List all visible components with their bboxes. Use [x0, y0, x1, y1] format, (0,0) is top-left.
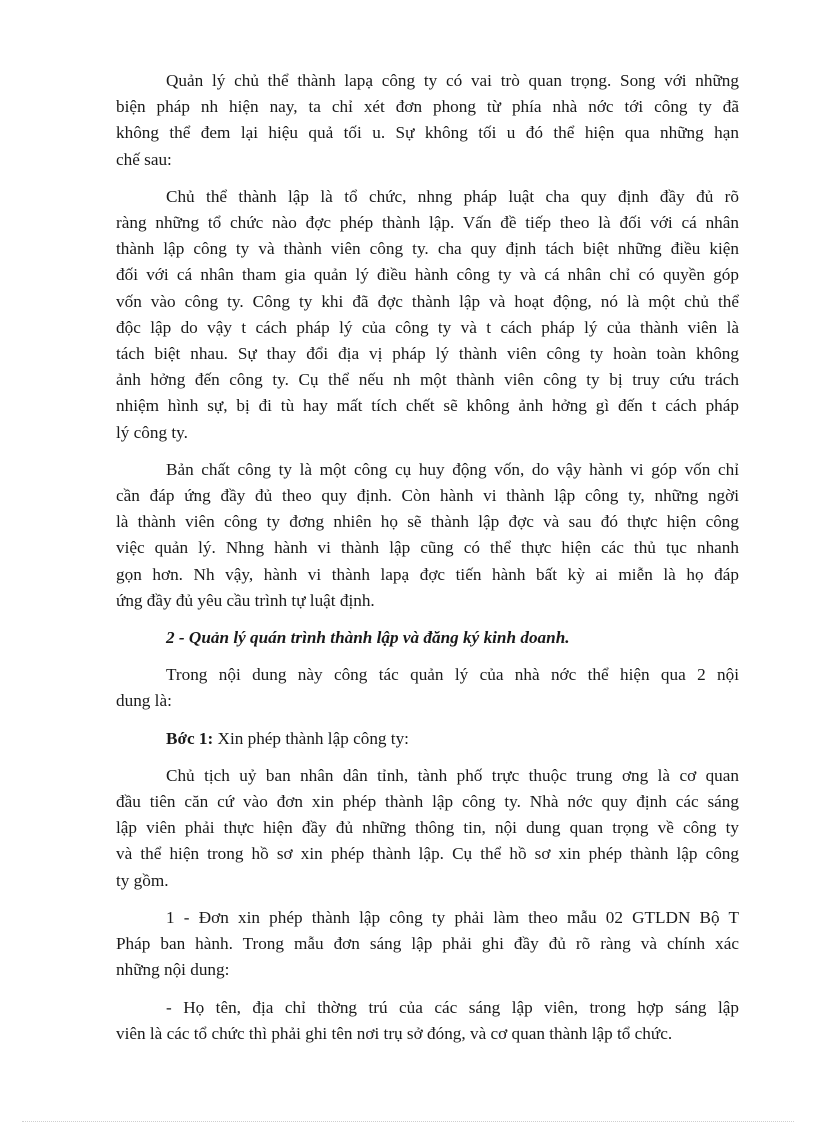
text-line: Pháp ban hành. Trong mẫu đơn sáng lập phải ghi đầy đủ rõ ràng và chính xác [116, 934, 739, 954]
step-text: Xin phép thành lập công ty: [213, 728, 409, 748]
text-line: đầu tiên căn cứ vào đơn xin phép thành lập công ty. Nhà nớc quy định các sáng [116, 792, 739, 812]
paragraph-7 [116, 995, 739, 1047]
text-line: ràng những tổ chức nào đợc phép thành lập. Vấn đề tiếp theo là đối với cá nhân [116, 213, 739, 233]
text-line: việc quản lý. Nhng hành vi thành lập cũng có thể thực hiện các thủ tục nhanh [116, 538, 739, 558]
section-heading-container [116, 625, 739, 651]
text-line: cần đáp ứng đầy đủ theo quy định. Còn hành vi thành lập công ty, những ngời [116, 486, 739, 506]
step-line [116, 726, 739, 752]
paragraph-1 [116, 68, 739, 173]
step-1 [116, 726, 739, 752]
paragraph-5 [116, 763, 739, 894]
text-line: Bản chất công ty là một công cụ huy động vốn, do vậy hành vi góp vốn chỉ [166, 459, 739, 479]
text-line: ảnh hởng đến công ty. Cụ thể nếu nh một thành viên công ty bị truy cứu trách [116, 370, 739, 390]
step-label: Bớc 1: [166, 728, 214, 748]
paragraph-3 [116, 457, 739, 614]
document-page [116, 68, 739, 1058]
text-line: đối với cá nhân tham gia quản lý điều hành công ty và cá nhân chỉ có quyền góp [116, 265, 739, 285]
paragraph-4 [116, 662, 739, 714]
text-line: dung là: [116, 691, 172, 711]
paragraph-6 [116, 905, 739, 984]
section-heading: 2 - Quản lý quán trình thành lập và đăng ký kinh doanh. [166, 628, 570, 648]
text-line: là thành viên công ty đơng nhiên họ sẽ thành lập đợc và sau đó thực hiện công [116, 512, 739, 532]
text-line: độc lập do vậy t cách pháp lý của công ty và t cách pháp lý của thành viên là [116, 317, 739, 337]
text-line: lý công ty. [116, 422, 188, 442]
text-line: những nội dung: [116, 960, 230, 980]
text-line: viên là các tổ chức thì phải ghi tên nơi trụ sở đóng, và cơ quan thành lập tổ chức. [116, 1023, 673, 1043]
text-line: 1 - Đơn xin phép thành lập công ty phải làm theo mẫu 02 GTLDN Bộ T [166, 907, 739, 927]
text-line: Quản lý chủ thể thành lapạ công ty có vai trò quan trọng. Song với những [166, 71, 739, 90]
text-line: ty gồm. [116, 870, 169, 890]
paragraph-2 [116, 184, 739, 446]
text-line: - Họ tên, địa chỉ thờng trú của các sáng lập viên, trong hợp sáng lập [166, 997, 739, 1017]
text-line: Chủ thể thành lập là tổ chức, nhng pháp luật cha quy định đầy đủ rõ [166, 186, 739, 206]
text-line: nhiệm hình sự, bị đi tù hay mất tích chết sẽ không ảnh hởng gì đến t cách pháp [116, 396, 739, 416]
text-line: thành lập công ty và thành viên công ty. cha quy định tách biệt những điều kiện [116, 239, 739, 259]
text-line: biện pháp nh hiện nay, ta chỉ xét đơn phong từ phía nhà nớc tới công ty đã [116, 97, 739, 117]
page-bottom-divider [22, 1121, 794, 1122]
text-line: chế sau: [116, 149, 172, 169]
text-line: ứng đầy đủ yêu cầu trình tự luật định. [116, 590, 375, 610]
text-line: Trong nội dung này công tác quản lý của nhà nớc thể hiện qua 2 nội [166, 665, 739, 685]
text-line: không thể đem lại hiệu quả tối u. Sự không tối u đó thể hiện qua những hạn [116, 123, 739, 143]
text-line: vốn vào công ty. Công ty khi đã đợc thành lập và hoạt động, nó là một chủ thể [116, 291, 739, 311]
text-line: Chủ tịch uỷ ban nhân dân tỉnh, tành phố trực thuộc trung ơng là cơ quan [166, 765, 739, 785]
text-line: gọn hơn. Nh vậy, hành vi thành lapạ đợc tiến hành bất kỳ ai miễn là họ đáp [116, 564, 739, 584]
text-line: và thể hiện trong hồ sơ xin phép thành lập. Cụ thể hồ sơ xin phép thành lập công [116, 844, 739, 864]
text-line: tách biệt nhau. Sự thay đổi địa vị pháp lý thành viên công ty hoàn toàn không [116, 344, 739, 364]
text-line: lập viên phải thực hiện đầy đủ những thông tin, nội dung quan trọng về công ty [116, 818, 739, 838]
